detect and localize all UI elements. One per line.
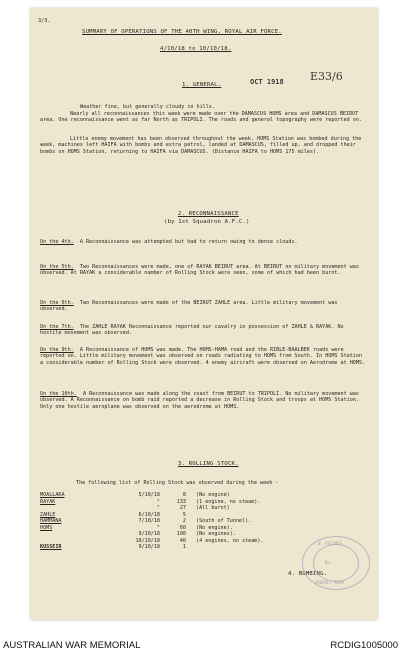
recon-entry-text: The ZAHLE RAYAK Reconnaissance reported our cavalry in possession of ZAHLE & RAYAK. No hostile movement was observed.	[40, 324, 344, 337]
document-title: SUMMARY OF OPERATIONS OF THE 40TH WING, ROYAL AIR FORCE.	[82, 29, 282, 35]
note-cell: (No engine)	[196, 492, 230, 498]
rolling-stock-table	[40, 492, 263, 551]
note-cell: (No engines).	[196, 531, 236, 537]
recon-entry-date: On the 5th.	[40, 264, 74, 270]
date-cell: 9/10/18	[138, 531, 160, 537]
note-cell: (All burnt)	[196, 505, 230, 511]
recon-entry	[40, 264, 366, 277]
count-cell: 133	[176, 498, 186, 505]
rolling-stock-intro: The following list of Rolling Stock was observed during the week -	[76, 480, 279, 486]
count-cell: 100	[176, 531, 186, 537]
date-cell: 5/10/18	[138, 492, 160, 498]
note-cell: (South of Tunnel).	[196, 518, 252, 524]
stamp-inner-ring	[313, 544, 359, 582]
stamp-line-1: W. RECORDS	[318, 541, 343, 546]
section-bombing-heading: 4. BOMBING.	[288, 571, 328, 577]
recon-entry-text: A Reconnaissance of HOMS was made. The HOMS-HAMA road and the RIBLE-BAALBEK roads were reported on. Little military movement was observed on roads radiating to HOMS from South. In HOMS Station a considerable number of Rolling Stock were observed. 4 enemy aircraft were observed on Aerodrome at HOMS.	[40, 347, 366, 366]
section-rolling-stock-heading: 3. ROLLING STOCK.	[178, 461, 239, 467]
page-marker: 3/3.	[38, 18, 51, 24]
recon-entry-date: On the 4th.	[40, 239, 74, 245]
section-general-heading: 1. GENERAL.	[182, 82, 222, 88]
count-cell: 27	[179, 505, 186, 511]
date-cell: 7/10/18	[138, 518, 160, 524]
stamp-line-2: No.	[325, 560, 333, 565]
count-cell: 5	[182, 511, 186, 518]
date-cell: 6/10/18	[138, 511, 160, 518]
document-page	[30, 8, 378, 620]
received-date-stamp: OCT 1918	[250, 78, 284, 86]
place-cell: HOMS	[40, 524, 53, 531]
date-cell: "	[156, 524, 160, 531]
count-cell: 2	[182, 518, 186, 524]
count-cell: 40	[179, 537, 186, 544]
date-cell: "	[156, 498, 160, 505]
note-cell: (No engine).	[196, 524, 233, 531]
general-paragraph-3: Little enemy movement has been observed throughout the week. HOMS Station was bombed during the week, machines left HAIFA with bombs and extra petrol, landed at DAMASCUS, filled up, and dropped their bombs on HOMS Station, returning to HAIFA via DAMASCUS. (Distance HAIFA to HOMS 175 miles).	[40, 136, 362, 155]
general-paragraph-1: Weather fine, but generally cloudy in hills.	[80, 104, 215, 110]
place-cell: MOALLAKA	[40, 492, 65, 498]
place-cell: ZAHLE	[40, 511, 56, 518]
note-cell: (1 engine, no steam).	[196, 498, 261, 505]
recon-entry-date: On the 9th.	[40, 347, 74, 353]
recon-entry-date: On the 7th.	[40, 324, 74, 330]
count-cell: 60	[179, 524, 186, 531]
date-cell: 10/10/18	[135, 537, 160, 544]
count-cell: 8	[182, 492, 186, 498]
recon-entry	[40, 347, 366, 366]
date-cell: 9/10/18	[138, 544, 160, 550]
count-cell: 1	[182, 544, 186, 550]
recon-entry-text: Two Reconnaissances were made of the BEIRUT ZAHLE area. Little military movement was observed.	[40, 300, 338, 313]
recon-entry-text: Two Reconnaissances were made, one of RAYAK BEIRUT area. At BEIRUT no military movement was observed. At RAYAK a considerable number of Rolling Stock were seen, some of which had been burnt.	[40, 264, 359, 277]
archive-id: RCDIG1005000	[330, 640, 398, 651]
table-row	[40, 544, 263, 551]
note-cell: (4 engines, no steam).	[196, 537, 264, 544]
recon-entry	[40, 239, 366, 245]
orderly-room-stamp	[302, 536, 370, 590]
section-reconnaissance-heading: 2. RECONNAISSANCE	[178, 211, 239, 217]
recon-entry-text: A Reconnaissance was made along the coast from BEIRUT to TRIPOLI. No military movement was observed. A Reconnaissance on bomb raid reported a decrease in Rolling Stock and troops at HOMS Station. Only one hostile aeroplane was observed on the aerodrome at HOMS.	[40, 391, 359, 410]
date-cell: "	[156, 505, 160, 511]
archive-name: AUSTRALIAN WAR MEMORIAL	[3, 640, 141, 651]
recon-entry-text: A Reconnaissance was attempted but had to return owing to dense clouds.	[79, 239, 298, 245]
recon-entry-date: On the 10th.	[40, 391, 77, 397]
recon-entry	[40, 324, 366, 337]
reference-mark: E33/6	[310, 70, 343, 83]
recon-entry	[40, 391, 366, 410]
stamp-line-3: ORDERLY ROOM	[315, 580, 344, 585]
place-cell: HAMMANA	[40, 518, 62, 524]
place-cell: RAYAK	[40, 498, 56, 505]
place-cell: KUSSEIR	[40, 544, 62, 550]
section-reconnaissance-subheading: (by 1st Squadron A.F.C.)	[164, 219, 250, 225]
recon-entry-date: On the 6th.	[40, 300, 74, 306]
date-range: 4/10/18 to 10/10/18.	[160, 46, 232, 52]
recon-entry	[40, 300, 366, 313]
note-cell	[186, 544, 263, 551]
general-paragraph-2: Nearly all reconnaissances this week were made over the DAMASCUS HOMS area and DAMASCUS BEIRUT area. One reconnaissance went as far North as TRIPOLI. The roads and general topography were reported on.	[40, 110, 363, 123]
